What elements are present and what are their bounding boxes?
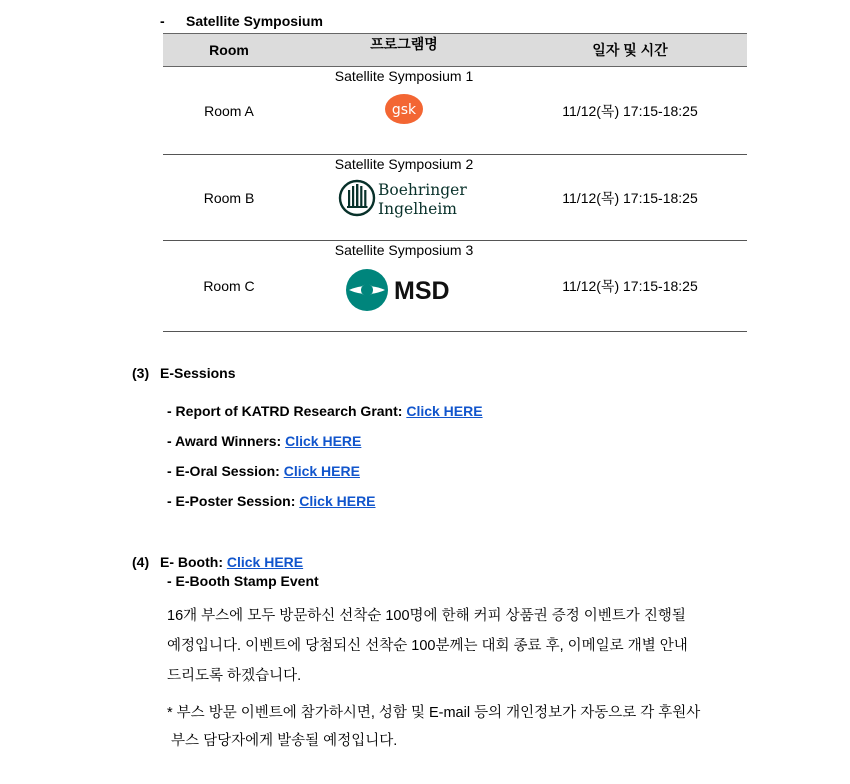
section-title: E-Sessions — [160, 365, 236, 381]
section-number: (4) — [132, 554, 150, 570]
gsk-logo-text: gsk — [391, 102, 417, 118]
boehringer-logo-line2: Ingelheim — [378, 200, 457, 218]
section-ebooth-heading — [132, 554, 303, 570]
notice-line: * 부스 방문 이벤트에 참가하시면, 성함 및 E-mail 등의 개인정보가 자동으로 각 후원사 — [167, 705, 701, 721]
section-title: E- Booth: — [160, 554, 227, 570]
esession-item — [167, 493, 376, 509]
paragraph-line: 드리도록 하겠습니다. — [167, 668, 302, 684]
datetime-cell: 11/12(목) 17:15-18:25 — [513, 155, 747, 241]
esession-item — [167, 463, 360, 479]
msd-logo-text: MSD — [394, 277, 450, 305]
program-cell — [295, 155, 513, 241]
program-cell — [295, 67, 513, 155]
room-cell: Room A — [163, 67, 295, 155]
satellite-title: Satellite Symposium — [186, 13, 323, 29]
research-grant-link[interactable]: Click HERE — [406, 403, 483, 419]
table-row — [163, 67, 747, 155]
section-esessions-heading — [132, 365, 235, 381]
gsk-logo — [295, 84, 513, 134]
header-room: Room — [163, 34, 295, 67]
paragraph-line: 예정입니다. 이벤트에 당첨되신 선착순 100분께는 대회 종료 후, 이메일로 개별 안내 — [167, 638, 688, 654]
ebooth-paragraph — [167, 601, 747, 691]
heading-dash: - — [160, 13, 165, 29]
program-title: Satellite Symposium 2 — [334, 156, 474, 172]
program-title: Satellite Symposium 3 — [334, 242, 474, 258]
esession-item — [167, 433, 361, 449]
datetime-cell: 11/12(목) 17:15-18:25 — [513, 67, 747, 155]
boehringer-logo-line1: Boehringer — [378, 181, 467, 199]
table-row — [163, 241, 747, 332]
room-cell: Room B — [163, 155, 295, 241]
esession-label: - Report of KATRD Research Grant: — [167, 403, 407, 419]
e-poster-session-link[interactable]: Click HERE — [299, 493, 376, 509]
ebooth-subheading: - E-Booth Stamp Event — [167, 573, 319, 589]
award-winners-link[interactable]: Click HERE — [285, 433, 362, 449]
paragraph-line: 16개 부스에 모두 방문하신 선착순 100명에 한해 커피 상품권 증정 이벤트가 진행될 — [167, 608, 686, 624]
ebooth-notice — [167, 699, 747, 755]
notice-line: 부스 담당자에게 발송될 예정입니다. — [167, 733, 398, 749]
esession-label: - E-Poster Session: — [167, 493, 300, 509]
room-cell: Room C — [163, 241, 295, 332]
program-title: Satellite Symposium 1 — [334, 68, 474, 84]
esession-label: - E-Oral Session: — [167, 463, 284, 479]
header-datetime: 일자 및 시간 — [513, 34, 747, 67]
esession-label: - Award Winners: — [167, 433, 286, 449]
satellite-heading — [160, 13, 323, 29]
section-number: (3) — [132, 365, 150, 381]
satellite-table — [163, 33, 747, 332]
table-header-row — [163, 34, 747, 67]
msd-logo — [295, 258, 513, 322]
datetime-cell: 11/12(목) 17:15-18:25 — [513, 241, 747, 332]
e-oral-session-link[interactable]: Click HERE — [283, 463, 360, 479]
e-booth-link[interactable]: Click HERE — [226, 554, 304, 570]
header-program: 프로그램명 — [295, 34, 513, 67]
program-cell — [295, 241, 513, 332]
boehringer-logo — [295, 172, 513, 224]
table-row — [163, 155, 747, 241]
esession-item — [167, 403, 483, 419]
